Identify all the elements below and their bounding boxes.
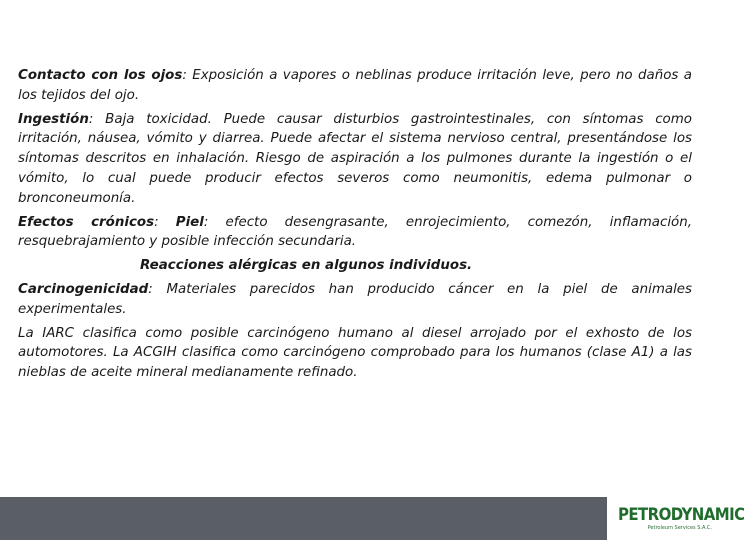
footer-bar — [0, 497, 607, 540]
label-chronic-effects: Efectos crónicos — [18, 214, 155, 230]
label-ingestion: Ingestión — [18, 111, 89, 127]
label-carcinogenicity: Carcinogenicidad — [18, 281, 149, 297]
text-eye-contact: : Exposición a vapores o neblinas produce irritación leve, pero no daños a los tejidos del ojo. — [18, 68, 692, 103]
label-skin: Piel — [175, 214, 204, 230]
paragraph-eye-contact — [18, 66, 692, 106]
text-allergic-reactions: Reacciones alérgicas en algunos individuos. — [140, 258, 473, 274]
text-chronic-effects: : efecto desengrasante, enrojecimiento, comezón, inflamación, resquebrajamiento y posible infección secundaria. — [18, 214, 692, 250]
paragraph-allergic-reactions — [18, 256, 692, 276]
label-eye-contact: Contacto con los ojos — [18, 68, 183, 83]
logo-wordmark: PETRODYNAMIC — [618, 503, 744, 525]
paragraph-chronic-effects — [18, 213, 692, 253]
paragraph-iarc-acgih — [18, 324, 692, 383]
text-carcinogenicity: : Materiales parecidos han producido cáncer en la piel de animales experimentales. — [18, 281, 692, 317]
paragraph-ingestion — [18, 110, 692, 209]
text-ingestion: : Baja toxicidad. Puede causar disturbios gastrointestinales, con síntomas como irritación, náusea, vómito y diarrea. Puede afectar el sistema nervioso central, presentándose los síntomas descritos en inhalación. Riesgo de aspiración a los pulmones durante la ingestión o el vómito, lo cual puede producir efectos severos como neumonitis, edema pulmonar o bronconeumonía. — [18, 111, 692, 206]
separator-chronic: : — [154, 214, 176, 230]
petrodynamic-logo — [618, 503, 744, 537]
text-iarc-acgih: La IARC clasifica como posible carcinógeno humano al diesel arrojado por el exhosto de los automotores. La ACGIH clasifica como carcinógeno comprobado para los humanos (clase A1) a las nieblas de aceite mineral medianamente refinado. — [18, 325, 692, 381]
slide-content — [18, 66, 692, 387]
logo-subtext: Petroleum Services S.A.C. — [647, 525, 712, 531]
paragraph-carcinogenicity — [18, 280, 692, 320]
